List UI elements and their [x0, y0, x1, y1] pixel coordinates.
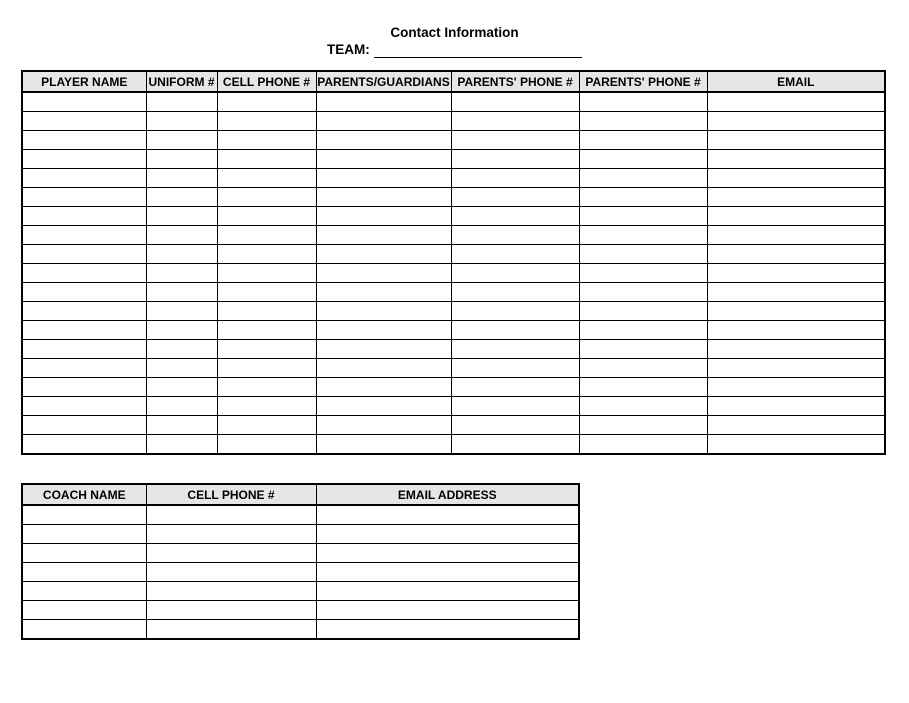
table-cell[interactable]: [22, 302, 146, 321]
table-cell[interactable]: [451, 397, 579, 416]
table-row: [22, 620, 579, 640]
table-cell[interactable]: [217, 226, 316, 245]
table-cell[interactable]: [579, 302, 707, 321]
table-cell[interactable]: [217, 131, 316, 150]
table-cell[interactable]: [316, 150, 451, 169]
table-cell[interactable]: [707, 169, 885, 188]
table-cell[interactable]: [146, 321, 217, 340]
table-cell[interactable]: [22, 245, 146, 264]
table-cell[interactable]: [316, 505, 579, 525]
table-cell[interactable]: [22, 207, 146, 226]
table-row: [22, 582, 579, 601]
table-cell[interactable]: [22, 601, 146, 620]
table-cell[interactable]: [22, 397, 146, 416]
table-row: [22, 378, 885, 397]
table-cell[interactable]: [146, 525, 316, 544]
table-cell[interactable]: [451, 435, 579, 455]
table-cell[interactable]: [146, 620, 316, 640]
table-cell[interactable]: [707, 131, 885, 150]
column-header-parents-phone-1: PARENTS' PHONE #: [451, 71, 579, 92]
column-header-coach-name: COACH NAME: [22, 484, 146, 505]
table-cell[interactable]: [146, 112, 217, 131]
table-cell[interactable]: [22, 620, 146, 640]
table-cell[interactable]: [579, 283, 707, 302]
table-cell[interactable]: [316, 188, 451, 207]
table-cell[interactable]: [146, 340, 217, 359]
table-row: [22, 435, 885, 455]
table-cell[interactable]: [316, 131, 451, 150]
table-cell[interactable]: [217, 359, 316, 378]
table-cell[interactable]: [22, 112, 146, 131]
table-cell[interactable]: [451, 169, 579, 188]
table-cell[interactable]: [579, 131, 707, 150]
table-cell[interactable]: [22, 131, 146, 150]
table-row: [22, 340, 885, 359]
table-cell[interactable]: [22, 505, 146, 525]
table-cell[interactable]: [146, 302, 217, 321]
table-cell[interactable]: [217, 321, 316, 340]
table-cell[interactable]: [146, 283, 217, 302]
table-cell[interactable]: [146, 359, 217, 378]
table-cell[interactable]: [22, 359, 146, 378]
table-cell[interactable]: [707, 397, 885, 416]
table-cell[interactable]: [451, 112, 579, 131]
table-row: [22, 226, 885, 245]
table-cell[interactable]: [146, 544, 316, 563]
table-cell[interactable]: [316, 416, 451, 435]
table-row: [22, 544, 579, 563]
table-cell[interactable]: [316, 112, 451, 131]
table-cell[interactable]: [146, 92, 217, 112]
table-cell[interactable]: [579, 188, 707, 207]
table-cell[interactable]: [22, 92, 146, 112]
table-cell[interactable]: [146, 563, 316, 582]
column-header-player-name: PLAYER NAME: [22, 71, 146, 92]
table-cell[interactable]: [146, 207, 217, 226]
table-cell[interactable]: [451, 150, 579, 169]
page-title: Contact Information: [390, 25, 519, 40]
table-cell[interactable]: [146, 378, 217, 397]
table-cell[interactable]: [451, 302, 579, 321]
table-cell[interactable]: [146, 245, 217, 264]
table-cell[interactable]: [22, 563, 146, 582]
table-cell[interactable]: [217, 378, 316, 397]
table-cell[interactable]: [579, 226, 707, 245]
table-cell[interactable]: [217, 302, 316, 321]
table-cell[interactable]: [316, 601, 579, 620]
table-cell[interactable]: [22, 169, 146, 188]
table-cell[interactable]: [22, 188, 146, 207]
table-cell[interactable]: [451, 226, 579, 245]
coaches-table-body: [22, 505, 579, 639]
table-cell[interactable]: [579, 207, 707, 226]
table-cell[interactable]: [451, 207, 579, 226]
table-cell[interactable]: [22, 544, 146, 563]
table-cell[interactable]: [451, 283, 579, 302]
table-cell[interactable]: [146, 397, 217, 416]
table-row: [22, 245, 885, 264]
table-cell[interactable]: [22, 321, 146, 340]
table-cell[interactable]: [22, 378, 146, 397]
table-row: [22, 525, 579, 544]
table-cell[interactable]: [451, 340, 579, 359]
table-cell[interactable]: [22, 582, 146, 601]
table-cell[interactable]: [707, 283, 885, 302]
table-cell[interactable]: [579, 340, 707, 359]
team-name-line: [374, 57, 582, 58]
players-table-body: [22, 92, 885, 454]
table-cell[interactable]: [146, 582, 316, 601]
table-cell[interactable]: [579, 416, 707, 435]
table-cell[interactable]: [217, 245, 316, 264]
table-cell[interactable]: [579, 359, 707, 378]
table-cell[interactable]: [22, 283, 146, 302]
table-cell[interactable]: [316, 620, 579, 640]
players-table: [21, 70, 886, 455]
column-header-coach-cell-phone: CELL PHONE #: [146, 484, 316, 505]
table-cell[interactable]: [146, 416, 217, 435]
table-cell[interactable]: [707, 416, 885, 435]
table-cell[interactable]: [316, 435, 451, 455]
table-row: [22, 505, 579, 525]
table-row: [22, 563, 579, 582]
table-cell[interactable]: [217, 264, 316, 283]
table-cell[interactable]: [316, 544, 579, 563]
table-row: [22, 207, 885, 226]
table-cell[interactable]: [579, 264, 707, 283]
table-cell[interactable]: [579, 397, 707, 416]
table-cell[interactable]: [579, 169, 707, 188]
team-label: TEAM:: [327, 42, 370, 57]
table-row: [22, 359, 885, 378]
table-cell[interactable]: [707, 435, 885, 455]
table-cell[interactable]: [707, 207, 885, 226]
table-cell[interactable]: [22, 416, 146, 435]
table-row: [22, 302, 885, 321]
table-row: [22, 321, 885, 340]
table-cell[interactable]: [579, 150, 707, 169]
table-cell[interactable]: [22, 264, 146, 283]
table-cell[interactable]: [217, 169, 316, 188]
table-cell[interactable]: [316, 207, 451, 226]
table-cell[interactable]: [707, 245, 885, 264]
table-cell[interactable]: [316, 582, 579, 601]
table-row: [22, 131, 885, 150]
table-cell[interactable]: [22, 150, 146, 169]
table-cell[interactable]: [22, 525, 146, 544]
table-cell[interactable]: [707, 340, 885, 359]
table-cell[interactable]: [217, 207, 316, 226]
table-cell[interactable]: [707, 264, 885, 283]
table-cell[interactable]: [451, 188, 579, 207]
column-header-email-address: EMAIL ADDRESS: [316, 484, 579, 505]
table-cell[interactable]: [146, 601, 316, 620]
table-cell[interactable]: [707, 321, 885, 340]
table-cell[interactable]: [579, 378, 707, 397]
table-cell[interactable]: [146, 169, 217, 188]
table-cell[interactable]: [707, 302, 885, 321]
table-cell[interactable]: [22, 226, 146, 245]
table-cell[interactable]: [451, 378, 579, 397]
table-cell[interactable]: [707, 359, 885, 378]
table-cell[interactable]: [316, 226, 451, 245]
table-cell[interactable]: [146, 264, 217, 283]
table-cell[interactable]: [451, 416, 579, 435]
table-row: [22, 169, 885, 188]
table-cell[interactable]: [316, 245, 451, 264]
table-cell[interactable]: [316, 264, 451, 283]
table-cell[interactable]: [579, 112, 707, 131]
table-cell[interactable]: [451, 264, 579, 283]
table-row: [22, 188, 885, 207]
table-row: [22, 92, 885, 112]
table-cell[interactable]: [217, 150, 316, 169]
table-row: [22, 112, 885, 131]
table-cell[interactable]: [316, 321, 451, 340]
column-header-email: EMAIL: [707, 71, 885, 92]
table-cell[interactable]: [146, 435, 217, 455]
table-cell[interactable]: [451, 92, 579, 112]
table-cell[interactable]: [316, 283, 451, 302]
table-row: [22, 264, 885, 283]
table-cell[interactable]: [217, 92, 316, 112]
table-cell[interactable]: [579, 321, 707, 340]
column-header-uniform: UNIFORM #: [146, 71, 217, 92]
table-cell[interactable]: [146, 150, 217, 169]
table-cell[interactable]: [316, 340, 451, 359]
column-header-parents-guardians: PARENTS/GUARDIANS: [316, 71, 451, 92]
table-cell[interactable]: [707, 112, 885, 131]
table-cell[interactable]: [707, 188, 885, 207]
table-cell[interactable]: [316, 378, 451, 397]
table-row: [22, 601, 579, 620]
table-cell[interactable]: [217, 283, 316, 302]
table-row: [22, 397, 885, 416]
coaches-header-row: [22, 484, 579, 505]
table-cell[interactable]: [451, 321, 579, 340]
table-row: [22, 283, 885, 302]
players-header-row: [22, 71, 885, 92]
table-cell[interactable]: [316, 359, 451, 378]
table-cell[interactable]: [146, 226, 217, 245]
table-cell[interactable]: [316, 397, 451, 416]
table-cell[interactable]: [316, 302, 451, 321]
table-cell[interactable]: [707, 226, 885, 245]
table-cell[interactable]: [217, 112, 316, 131]
coaches-table: [21, 483, 580, 640]
table-cell[interactable]: [451, 131, 579, 150]
table-cell[interactable]: [217, 188, 316, 207]
table-row: [22, 150, 885, 169]
table-cell[interactable]: [707, 92, 885, 112]
table-cell[interactable]: [22, 340, 146, 359]
table-cell[interactable]: [146, 131, 217, 150]
table-cell[interactable]: [316, 563, 579, 582]
table-row: [22, 416, 885, 435]
table-cell[interactable]: [316, 92, 451, 112]
table-cell[interactable]: [451, 359, 579, 378]
table-cell[interactable]: [579, 245, 707, 264]
table-cell[interactable]: [217, 397, 316, 416]
table-cell[interactable]: [707, 378, 885, 397]
table-cell[interactable]: [316, 525, 579, 544]
table-cell[interactable]: [217, 340, 316, 359]
table-cell[interactable]: [579, 435, 707, 455]
table-cell[interactable]: [22, 435, 146, 455]
column-header-parents-phone-2: PARENTS' PHONE #: [579, 71, 707, 92]
table-cell[interactable]: [579, 92, 707, 112]
table-cell[interactable]: [146, 188, 217, 207]
table-cell[interactable]: [316, 169, 451, 188]
table-cell[interactable]: [707, 150, 885, 169]
table-cell[interactable]: [146, 505, 316, 525]
table-cell[interactable]: [217, 435, 316, 455]
table-cell[interactable]: [451, 245, 579, 264]
column-header-cell-phone: CELL PHONE #: [217, 71, 316, 92]
table-cell[interactable]: [217, 416, 316, 435]
